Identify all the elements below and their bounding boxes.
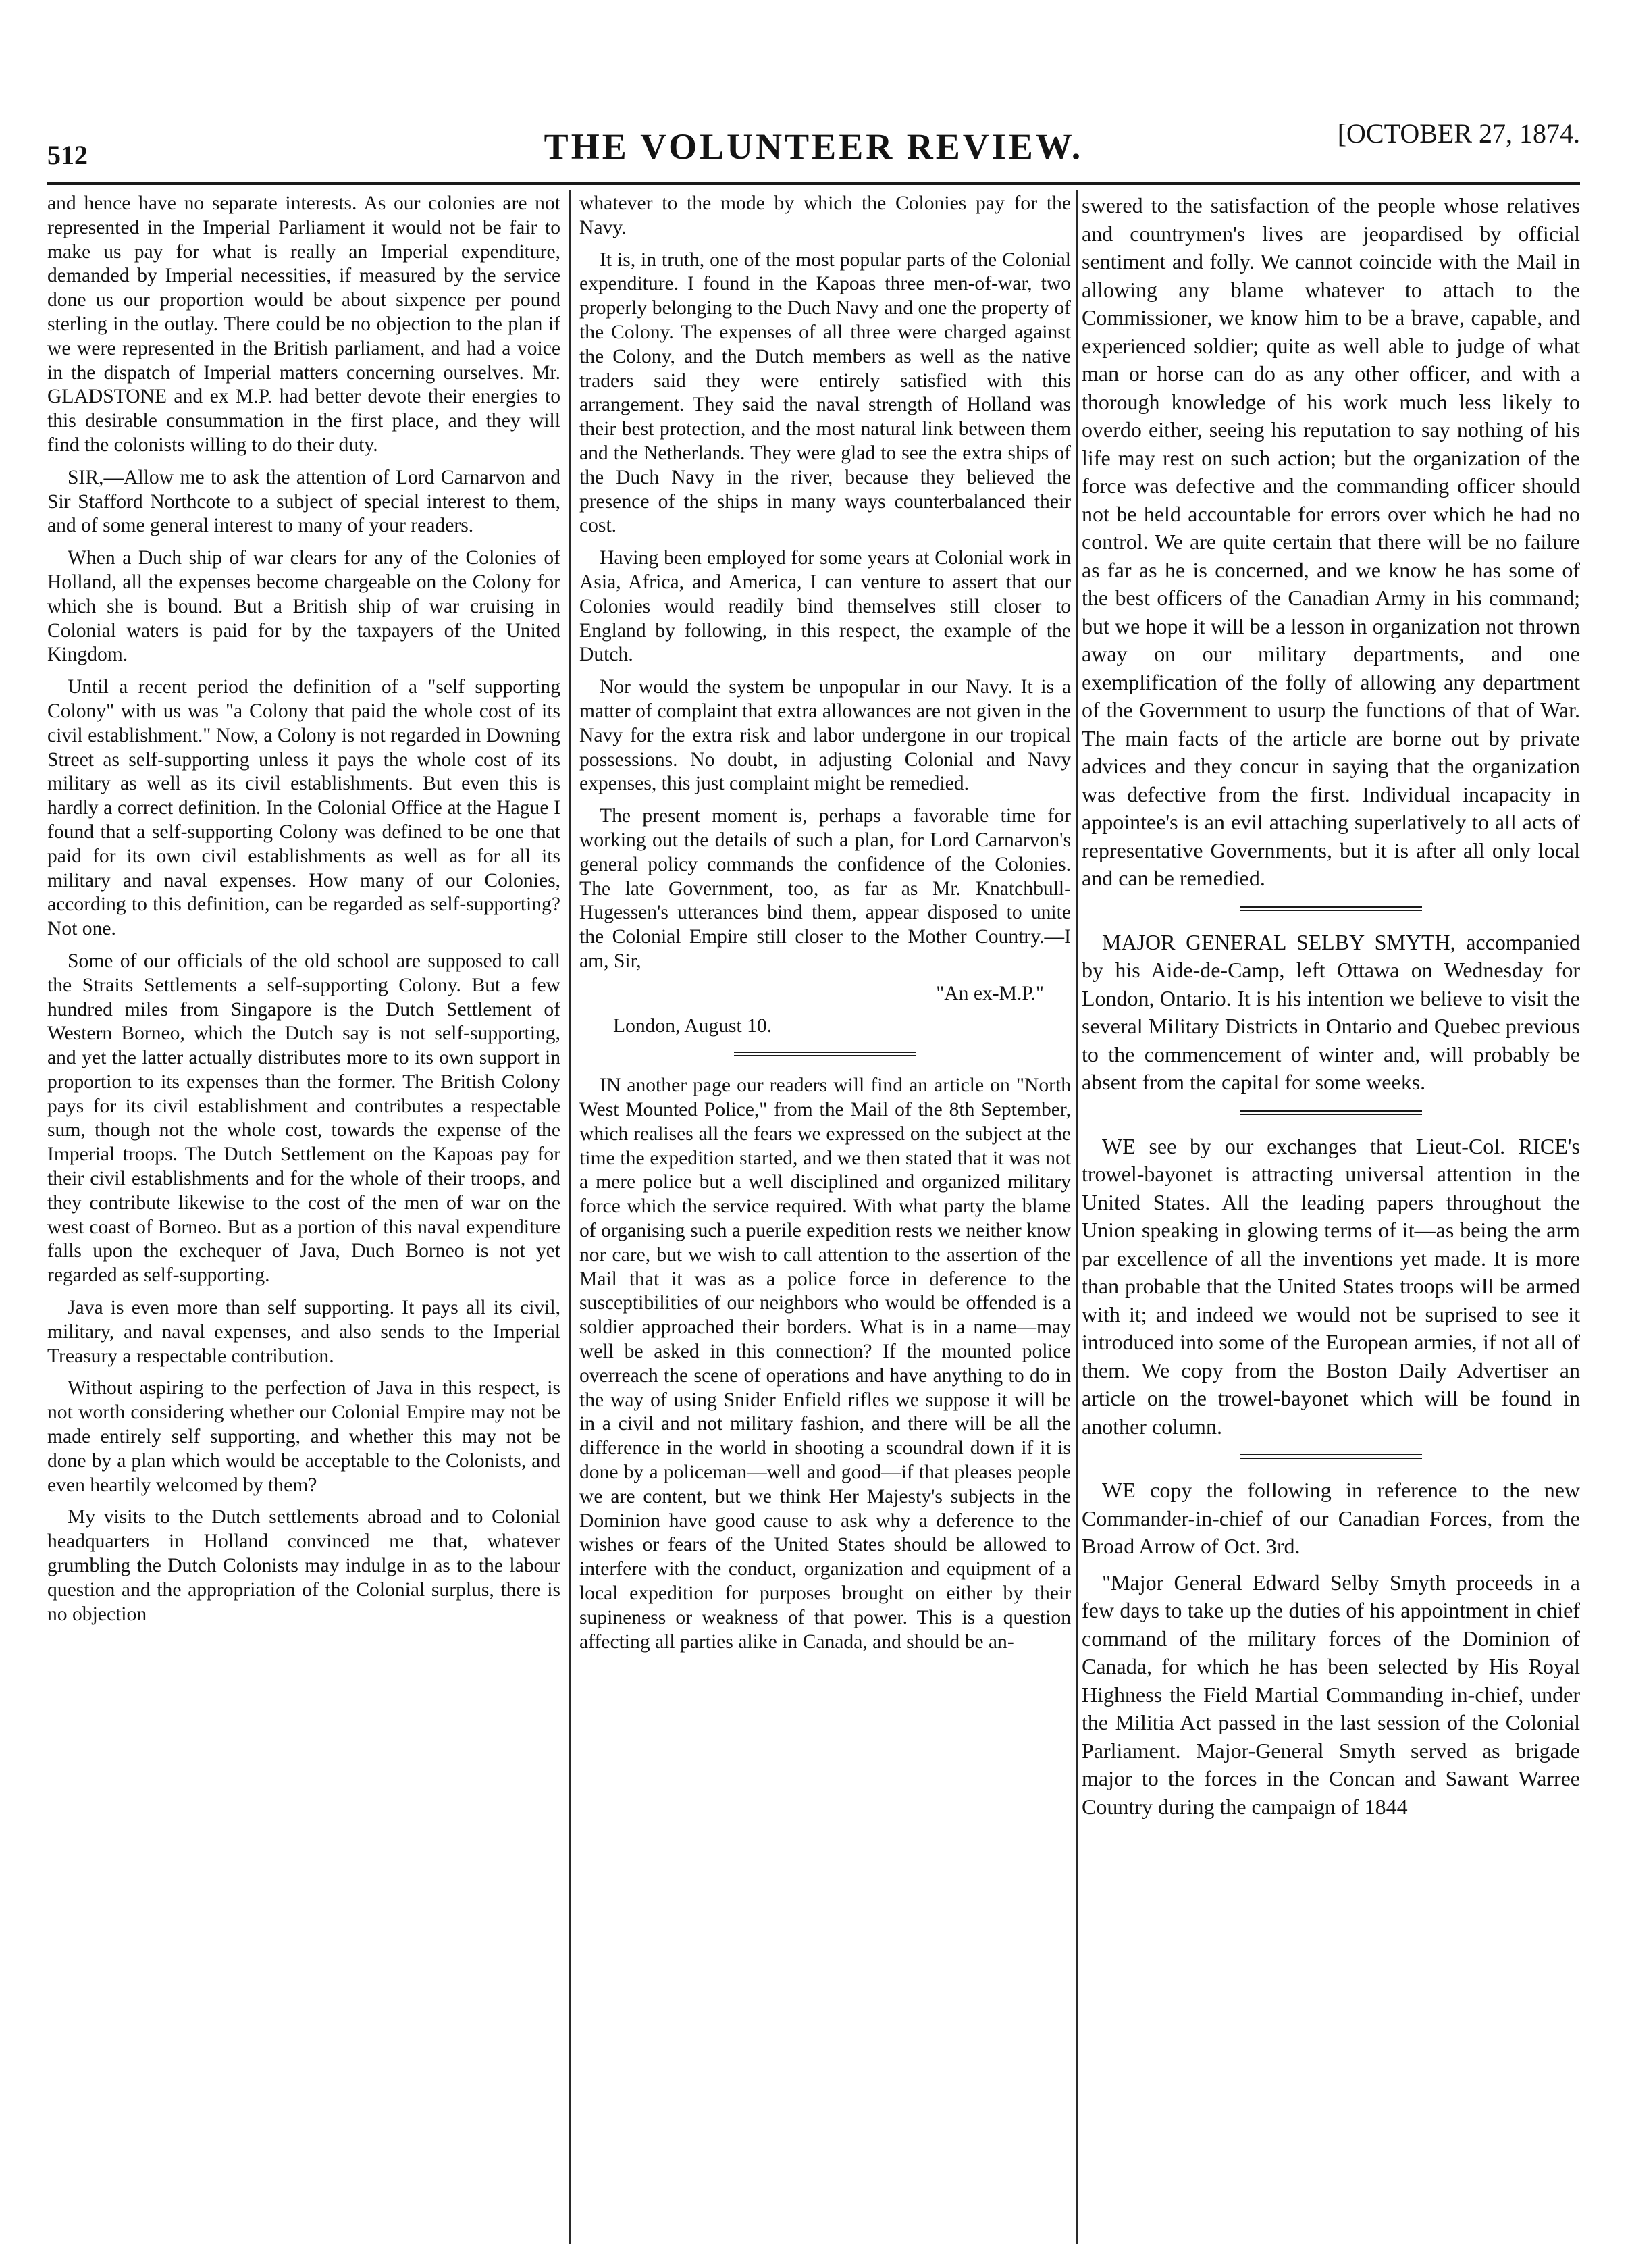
- article-separator: [734, 1052, 916, 1058]
- paragraph: Java is even more than self supporting. It pays all its civil, military, and naval expenses, and also sends to the Imperial Treasury a respectable contribution.: [47, 1297, 560, 1367]
- letter-dateline: London, August 10.: [613, 1014, 772, 1037]
- paragraph: IN another page our readers will find an article on "North West Mounted Police," from the Mail of the 8th September, which realises all the fears we expressed on the subject at the time the expedition started, and we then stated that it was not a mere police but a well disciplined and organized military force which the service required. With what party the blame of organising such a puerile expedition rests we neither know nor care, but we wish to call attention to the assertion of the Mail that it was as a police force in deference to the susceptibilities of our neighbors who would be offended is a soldier approached their borders. What is in a name—may well be asked in this connection? If the mounted police overreach the scene of operations and have anything to do in the way of using Snider Enfield rifles we suppose it will be in a civil and not military fashion, and there will be all the difference in the world in shooting a scoundral down if it is done by a policeman—well and good—if that pleases people we are content, but we think Her Majesty's subjects in the Dominion have good cause to ask why a deference to the wishes or fears of the United States should be allowed to interfere with the conduct, organization and equipment of a local expedition for purposes brought on either by their supineness or weakness of that power. This is a question affecting all parties alike in Canada, and should be an-: [579, 1075, 1071, 1653]
- paragraph: and hence have no separate interests. As our colonies are not represented in the Imperial Parliament it would not be fair to make us pay for what is really an Imperial expenditure, demanded by Imperial necessities, if measured by the service done us our proportion would be about sixpence per pound sterling in the outlay. There could be no objection to the plan if we were represented in the British parliament, and had a voice in the dispatch of Imperial matters concerning ourselves. Mr. GLADSTONE and ex M.P. had better devote their energies to this desirable consummation in the first place, and they will find the colonists willing to do their duty.: [47, 192, 560, 456]
- paragraph: The present moment is, perhaps a favorable time for working out the details of such a plan, for Lord Carnarvon's general policy commands the confidence of the Colonies. The late Government, too, as far as Mr. Knatchbull-Hugessen's utterances bind them, appear disposed to unite the Colonial Empire still closer to the Mother Country.—I am, Sir,: [579, 805, 1071, 972]
- paragraph: WE copy the following in reference to the new Commander-in-chief of our Canadian Forces, from the Broad Arrow of Oct. 3rd.: [1082, 1478, 1580, 1558]
- issue-date: [OCTOBER 27, 1874.: [1337, 118, 1580, 149]
- paragraph: It is, in truth, one of the most popular parts of the Colonial expenditure. I found in the Kapoas three men-of-war, two properly belonging to the Duch Navy and one the property of the Colony. The expenses of all three were charged against the Colony, and the Dutch members as well as the native traders said they were entirely satisfied with this arrangement. They said the naval strength of Holland was their best protection, and the most natural link between them and the Netherlands. They were glad to see the extra ships of the Duch Navy in the river, because they believed the presence of the ships in many ways counterbalanced their cost.: [579, 249, 1071, 537]
- column-2: [579, 192, 1071, 2238]
- paragraph: Having been employed for some years at Colonial work in Asia, Africa, and America, I can venture to assert that our Colonies would readily bind themselves still closer to England by following, in this respect, the example of the Dutch.: [579, 547, 1071, 666]
- column-divider: [569, 190, 571, 2244]
- header-rule: [47, 182, 1580, 185]
- paragraph: Until a recent period the definition of a "self supporting Colony" with us was "a Colony that paid the whole cost of its civil establishment." Now, a Colony is not regarded in Downing Street as self-supporting unless it pays the whole cost of its military as well as its civil establishments. But even this is hardly a correct definition. In the Colonial Office at the Hague I found that a self-supporting Colony was defined to be one that paid for its own civil establishments as well as for all its military and naval expenses. How many of our Colonies, according to this definition, can be regarded as self-supporting? Not one.: [47, 676, 560, 940]
- paragraph: "Major General Edward Selby Smyth proceeds in a few days to take up the duties of his appointment in chief command of the military forces of the Dominion of Canada, for which he has been selected by His Royal Highness the Field Martial Commanding in-chief, under the Militia Act passed in the last session of the Colonial Parliament. Major-General Smyth served as brigade major to the forces in the Concan and Sawant Warree Country during the campaign of 1844: [1082, 1570, 1580, 1819]
- article-separator: [1240, 1454, 1422, 1460]
- paragraph: SIR,—Allow me to ask the attention of Lord Carnarvon and Sir Stafford Northcote to a subject of special interest to them, and of some general interest to many of your readers.: [47, 466, 560, 537]
- page-header: [47, 113, 1580, 174]
- paragraph: Without aspiring to the perfection of Java in this respect, is not worth considering whether our Colonial Empire may not be made entirely self supporting, and whether this may not be done by a plan which would be acceptable to the Colonists, and even heartily welcomed by them?: [47, 1377, 560, 1496]
- article-separator: [1240, 1110, 1422, 1116]
- paragraph: Nor would the system be unpopular in our Navy. It is a matter of complaint that extra allowances are not given in the Navy for the extra risk and labor undergone in our tropical possessions. No doubt, in adjusting Colonial and Navy expenses, this just complaint might be remedied.: [579, 676, 1071, 795]
- paragraph: WE see by our exchanges that Lieut-Col. RICE's trowel-bayonet is attracting universal attention in the United States. All the leading papers throughout the Union speaking in glowing terms of it—as being the arm par excellence of all the inventions yet made. It is more than probable that the United States troops will be armed with it; and indeed we would not be suprised to see it introduced into some of the European armies, if not all of them. We copy from the Boston Daily Advertiser an article on the trowel-bayonet which will be found in another column.: [1082, 1133, 1580, 1439]
- paragraph: MAJOR GENERAL SELBY SMYTH, accompanied by his Aide-de-Camp, left Ottawa on Wednesday for London, Ontario. It is his intention we believe to visit the several Military Districts in Ontario and Quebec previous to the commencement of winter and, will probably be absent from the capital for some weeks.: [1082, 929, 1580, 1094]
- paragraph: Some of our officials of the old school are supposed to call the Straits Settlements a self-supporting Colony. But a few hundred miles from Singapore is the Dutch Settlement of Western Borneo, which the Dutch say is not self-supporting, and yet the latter actually distributes more to its own support in proportion to its expenses than the former. The British Colony pays for its civil establishment and contributes a respectable sum, though not the whole cost, towards the expense of the Imperial troops. The Dutch Settlement on the Kapoas pay for their civil establishments and for the whole of their troops, and they contribute likewise to the cost of the men of war on the west coast of Borneo. But as a portion of this naval expenditure falls upon the exchequer of Java, Duch Borneo is not yet regarded as self-supporting.: [47, 950, 560, 1287]
- masthead-title: THE VOLUNTEER REVIEW.: [544, 126, 1084, 167]
- article-separator: [1240, 906, 1422, 912]
- page-number: 512: [47, 140, 88, 170]
- paragraph: When a Duch ship of war clears for any of the Colonies of Holland, all the expenses become chargeable on the Colony for which she is bound. But a British ship of war cruising in Colonial waters is paid for by the taxpayers of the United Kingdom.: [47, 547, 560, 666]
- paragraph: whatever to the mode by which the Colonies pay for the Navy.: [579, 192, 1071, 238]
- paragraph: swered to the satisfaction of the people whose relatives and countrymen's lives are jeopardised by official sentiment and folly. We cannot coincide with the Mail in allowing any blame whatever to attach to the Commissioner, we know him to be a brave, capable, and experienced soldier; quite as well able to judge of what man or horse can do as any other officer, and with a thorough knowledge of his work much less likely to overdo either, seeing his reputation to say nothing of his life may rest on such action; but the organization of the force was defective and the commanding officer should not be held accountable for errors over which he had no control. We are quite certain that there will be no failure as far as he is concerned, and we know he has some of the best officers of the Canadian Army in his command; but we hope it will be a lesson in organization not thrown away on our military departments, and one exemplification of the folly of allowing any department of the Government to usurp the functions of that of War. The main facts of the article are borne out by private advices and they concur in saying that the organization was defective from the first. Individual incapacity in appointee's is an evil attaching superlatively to all acts of representative Governments, but it is after all only local and can be remedied.: [1082, 193, 1580, 890]
- column-divider: [1076, 190, 1078, 2244]
- letter-signature: "An ex-M.P.": [936, 982, 1044, 1004]
- paragraph: My visits to the Dutch settlements abroad and to Colonial headquarters in Holland convinced me that, whatever grumbling the Dutch Colonists may indulge in as to the labour question and the appropriation of the Colonial surplus, there is no objection: [47, 1506, 560, 1625]
- column-3: [1082, 192, 1580, 2238]
- column-1: [47, 192, 560, 2238]
